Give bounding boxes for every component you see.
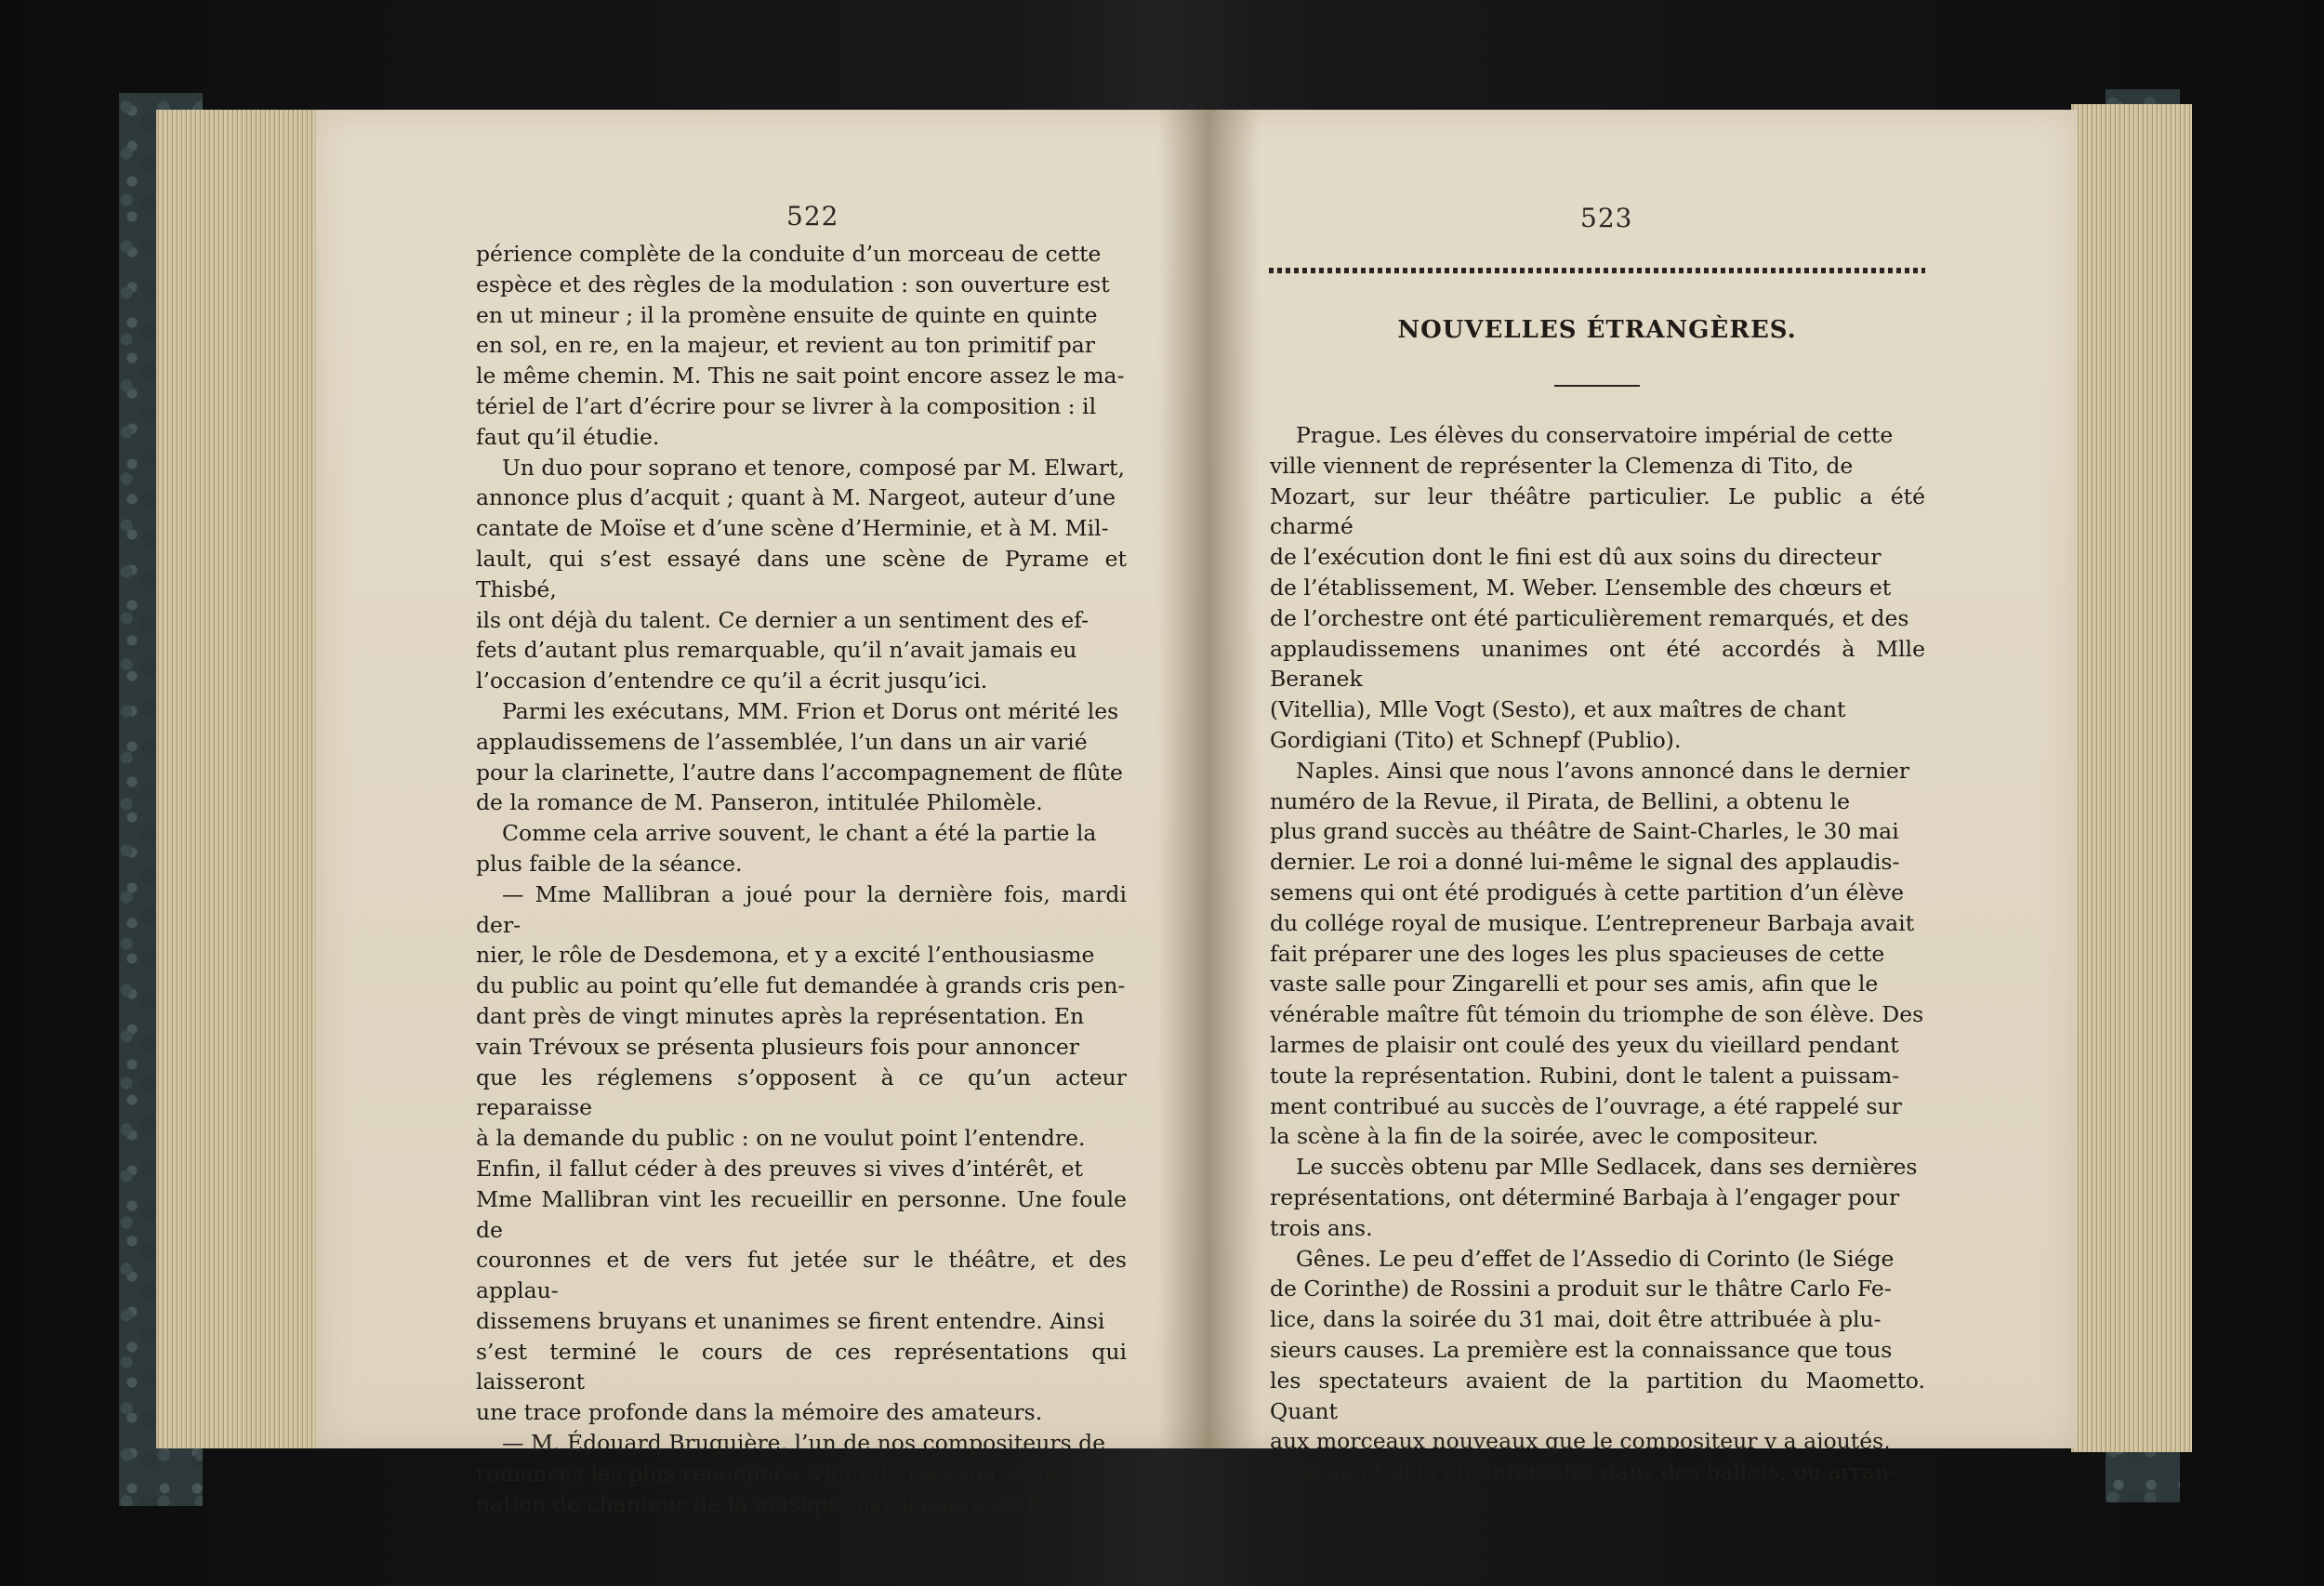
text-line: à la demande du public : on ne voulut point l’entendre. <box>476 1125 1086 1152</box>
text-line: du public au point qu’elle fut demandée à grands cris pen- <box>476 972 1126 999</box>
text-line: toute la représentation. Rubini, dont le talent a puissam- <box>1270 1062 1900 1089</box>
text-line: de l’orchestre ont été particulièrement remarqués, et des <box>1270 604 1909 631</box>
text-line: dernier. Le roi a donné lui-même le signal des applaudis- <box>1270 849 1900 876</box>
text-line: lice, dans la soirée du 31 mai, doit être attribuée à plu- <box>1270 1306 1882 1333</box>
text-line: le même chemin. M. This ne sait point encore assez le ma- <box>476 363 1125 390</box>
text-line: fets d’autant plus remarquable, qu’il n’avait jamais eu <box>476 637 1077 664</box>
text-line: trois ans. <box>1270 1214 1373 1241</box>
text-line: du collége royal de musique. L’entrepreneur Barbaja avait <box>1270 909 1915 936</box>
text-line: Naples. Ainsi que nous l’avons annoncé dans le dernier <box>1296 757 1909 784</box>
text-line: Le succès obtenu par Mlle Sedlacek, dans ses dernières <box>1296 1154 1918 1181</box>
text-line: vénérable maître fût témoin du triomphe de son élève. Des <box>1270 1001 1924 1028</box>
text-line: espèce et des règles de la modulation : son ouverture est <box>476 271 1110 297</box>
right-page-number: 523 <box>1580 203 1633 233</box>
ornamental-rule <box>1269 268 1925 273</box>
text-line: la scène à la fin de la soirée, avec le compositeur. <box>1270 1123 1819 1150</box>
section-heading: NOUVELLES ÉTRANGÈRES. <box>1397 316 1797 344</box>
text-line: de Corinthe) de Rossini a produit sur le thâtre Carlo Fe- <box>1270 1275 1892 1302</box>
page-edges-right <box>2071 104 2192 1452</box>
text-line: vain Trévoux se présenta plusieurs fois pour annoncer <box>476 1033 1080 1060</box>
text-line: nier, le rôle de Desdemona, et y a excité l’enthousiasme <box>476 942 1095 969</box>
text-line: en sol, en re, en la majeur, et revient au ton primitif par <box>476 332 1096 359</box>
right-page-text <box>1270 420 1925 1487</box>
text-line: ils avaient déjà été intercalés dans des ballets, ou arran- <box>1270 1459 1897 1486</box>
text-line: nation de chanteur de la musique particulière du Roi. <box>476 1490 1071 1517</box>
text-line: Mozart, sur leur théâtre particulier. Le public a été charmé <box>1270 482 1925 540</box>
text-line: Enfin, il fallut céder à des preuves si vives d’intérêt, et <box>476 1155 1083 1182</box>
text-line: vaste salle pour Zingarelli et pour ses amis, afin que le <box>1270 971 1879 998</box>
text-line: en ut mineur ; il la promène ensuite de quinte en quinte <box>476 301 1098 328</box>
text-line: annonce plus d’acquit ; quant à M. Nargeot, auteur d’une <box>476 484 1116 511</box>
text-line: de l’exécution dont le fini est dû aux soins du directeur <box>1270 544 1882 571</box>
text-line: applaudissemens de l’assemblée, l’un dans un air varié <box>476 728 1088 755</box>
text-line: — M. Édouard Bruguière, l’un de nos compositeurs de <box>502 1430 1106 1457</box>
text-line: numéro de la Revue, il Pirata, de Bellini, a obtenu le <box>1270 787 1850 814</box>
text-line: Gênes. Le peu d’effet de l’Assedio di Corinto (le Siége <box>1296 1245 1895 1272</box>
text-line: de la romance de M. Panseron, intitulée Philomèle. <box>476 789 1043 816</box>
text-line: ils ont déjà du talent. Ce dernier a un sentiment des ef- <box>476 606 1089 633</box>
text-line: représentations, ont déterminé Barbaja à l’engager pour <box>1270 1183 1900 1210</box>
text-line: couronnes et de vers fut jetée sur le théâtre, et des applau- <box>476 1247 1127 1304</box>
text-line: lault, qui s’est essayé dans une scène de Pyrame et Thisbé, <box>476 545 1127 602</box>
text-line: plus faible de la séance. <box>476 850 743 877</box>
book-gutter <box>1157 110 1260 1448</box>
text-line: cantate de Moïse et d’une scène d’Herminie, et à M. Mil- <box>476 515 1109 542</box>
page-edges-left <box>156 110 322 1448</box>
text-line: sieurs causes. La première est la connaissance que tous <box>1270 1336 1893 1363</box>
text-line: ment contribué au succès de l’ouvrage, a été rappelé sur <box>1270 1092 1902 1119</box>
text-line: fait préparer une des loges les plus spacieuses de cette <box>1270 940 1885 967</box>
text-line: pour la clarinette, l’autre dans l’accompagnement de flûte <box>476 759 1123 786</box>
text-line: applaudissemens unanimes ont été accordés à Mlle Beranek <box>1270 635 1925 693</box>
left-page-number: 522 <box>786 201 839 231</box>
text-line: Un duo pour soprano et tenore, composé par M. Elwart, <box>502 454 1125 481</box>
text-line: s’est terminé le cours de ces représentations qui laisseront <box>476 1338 1127 1395</box>
text-line: Mme Mallibran vint les recueillir en personne. Une foule de <box>476 1185 1127 1243</box>
text-line: ville viennent de représenter la Clemenza di Tito, de <box>1270 452 1854 479</box>
left-page-text <box>476 239 1127 1519</box>
text-line: Parmi les exécutans, MM. Frion et Dorus ont mérité les <box>502 697 1119 724</box>
text-line: — Mme Mallibran a joué pour la dernière fois, mardi der- <box>476 880 1127 938</box>
text-line: aux morceaux nouveaux que le compositeur y a ajoutés, <box>1270 1428 1891 1455</box>
text-line: larmes de plaisir ont coulé des yeux du vieillard pendant <box>1270 1031 1899 1058</box>
text-line: Prague. Les élèves du conservatoire impérial de cette <box>1296 422 1894 448</box>
text-line: faut qu’il étudie. <box>476 423 660 450</box>
text-line: romances les plus renommés, vient de recevoir sa nomi- <box>476 1460 1101 1487</box>
text-line: de l’établissement, M. Weber. L’ensemble des chœurs et <box>1270 574 1892 601</box>
text-line: une trace profonde dans la mémoire des amateurs. <box>476 1399 1043 1426</box>
heading-rule <box>1554 385 1640 387</box>
text-line: Comme cela arrive souvent, le chant a été la partie la <box>502 820 1097 847</box>
text-line: Gordigiani (Tito) et Schnepf (Publio). <box>1270 726 1682 753</box>
text-line: les spectateurs avaient de la partition du Maometto. Quant <box>1270 1367 1925 1424</box>
text-line: que les réglemens s’opposent à ce qu’un acteur reparaisse <box>476 1064 1127 1121</box>
text-line: l’occasion d’entendre ce qu’il a écrit jusqu’ici. <box>476 667 988 694</box>
text-line: dant près de vingt minutes après la représentation. En <box>476 1002 1085 1029</box>
text-line: semens qui ont été prodigués à cette partition d’un élève <box>1270 879 1905 905</box>
text-line: périence complète de la conduite d’un morceau de cette <box>476 241 1102 267</box>
text-line: plus grand succès au théâtre de Saint-Charles, le 30 mai <box>1270 818 1899 845</box>
text-line: (Vitellia), Mlle Vogt (Sesto), et aux maîtres de chant <box>1270 696 1846 723</box>
text-line: dissemens bruyans et unanimes se firent entendre. Ainsi <box>476 1307 1105 1334</box>
text-line: tériel de l’art d’écrire pour se livrer à la composition : il <box>476 392 1097 419</box>
